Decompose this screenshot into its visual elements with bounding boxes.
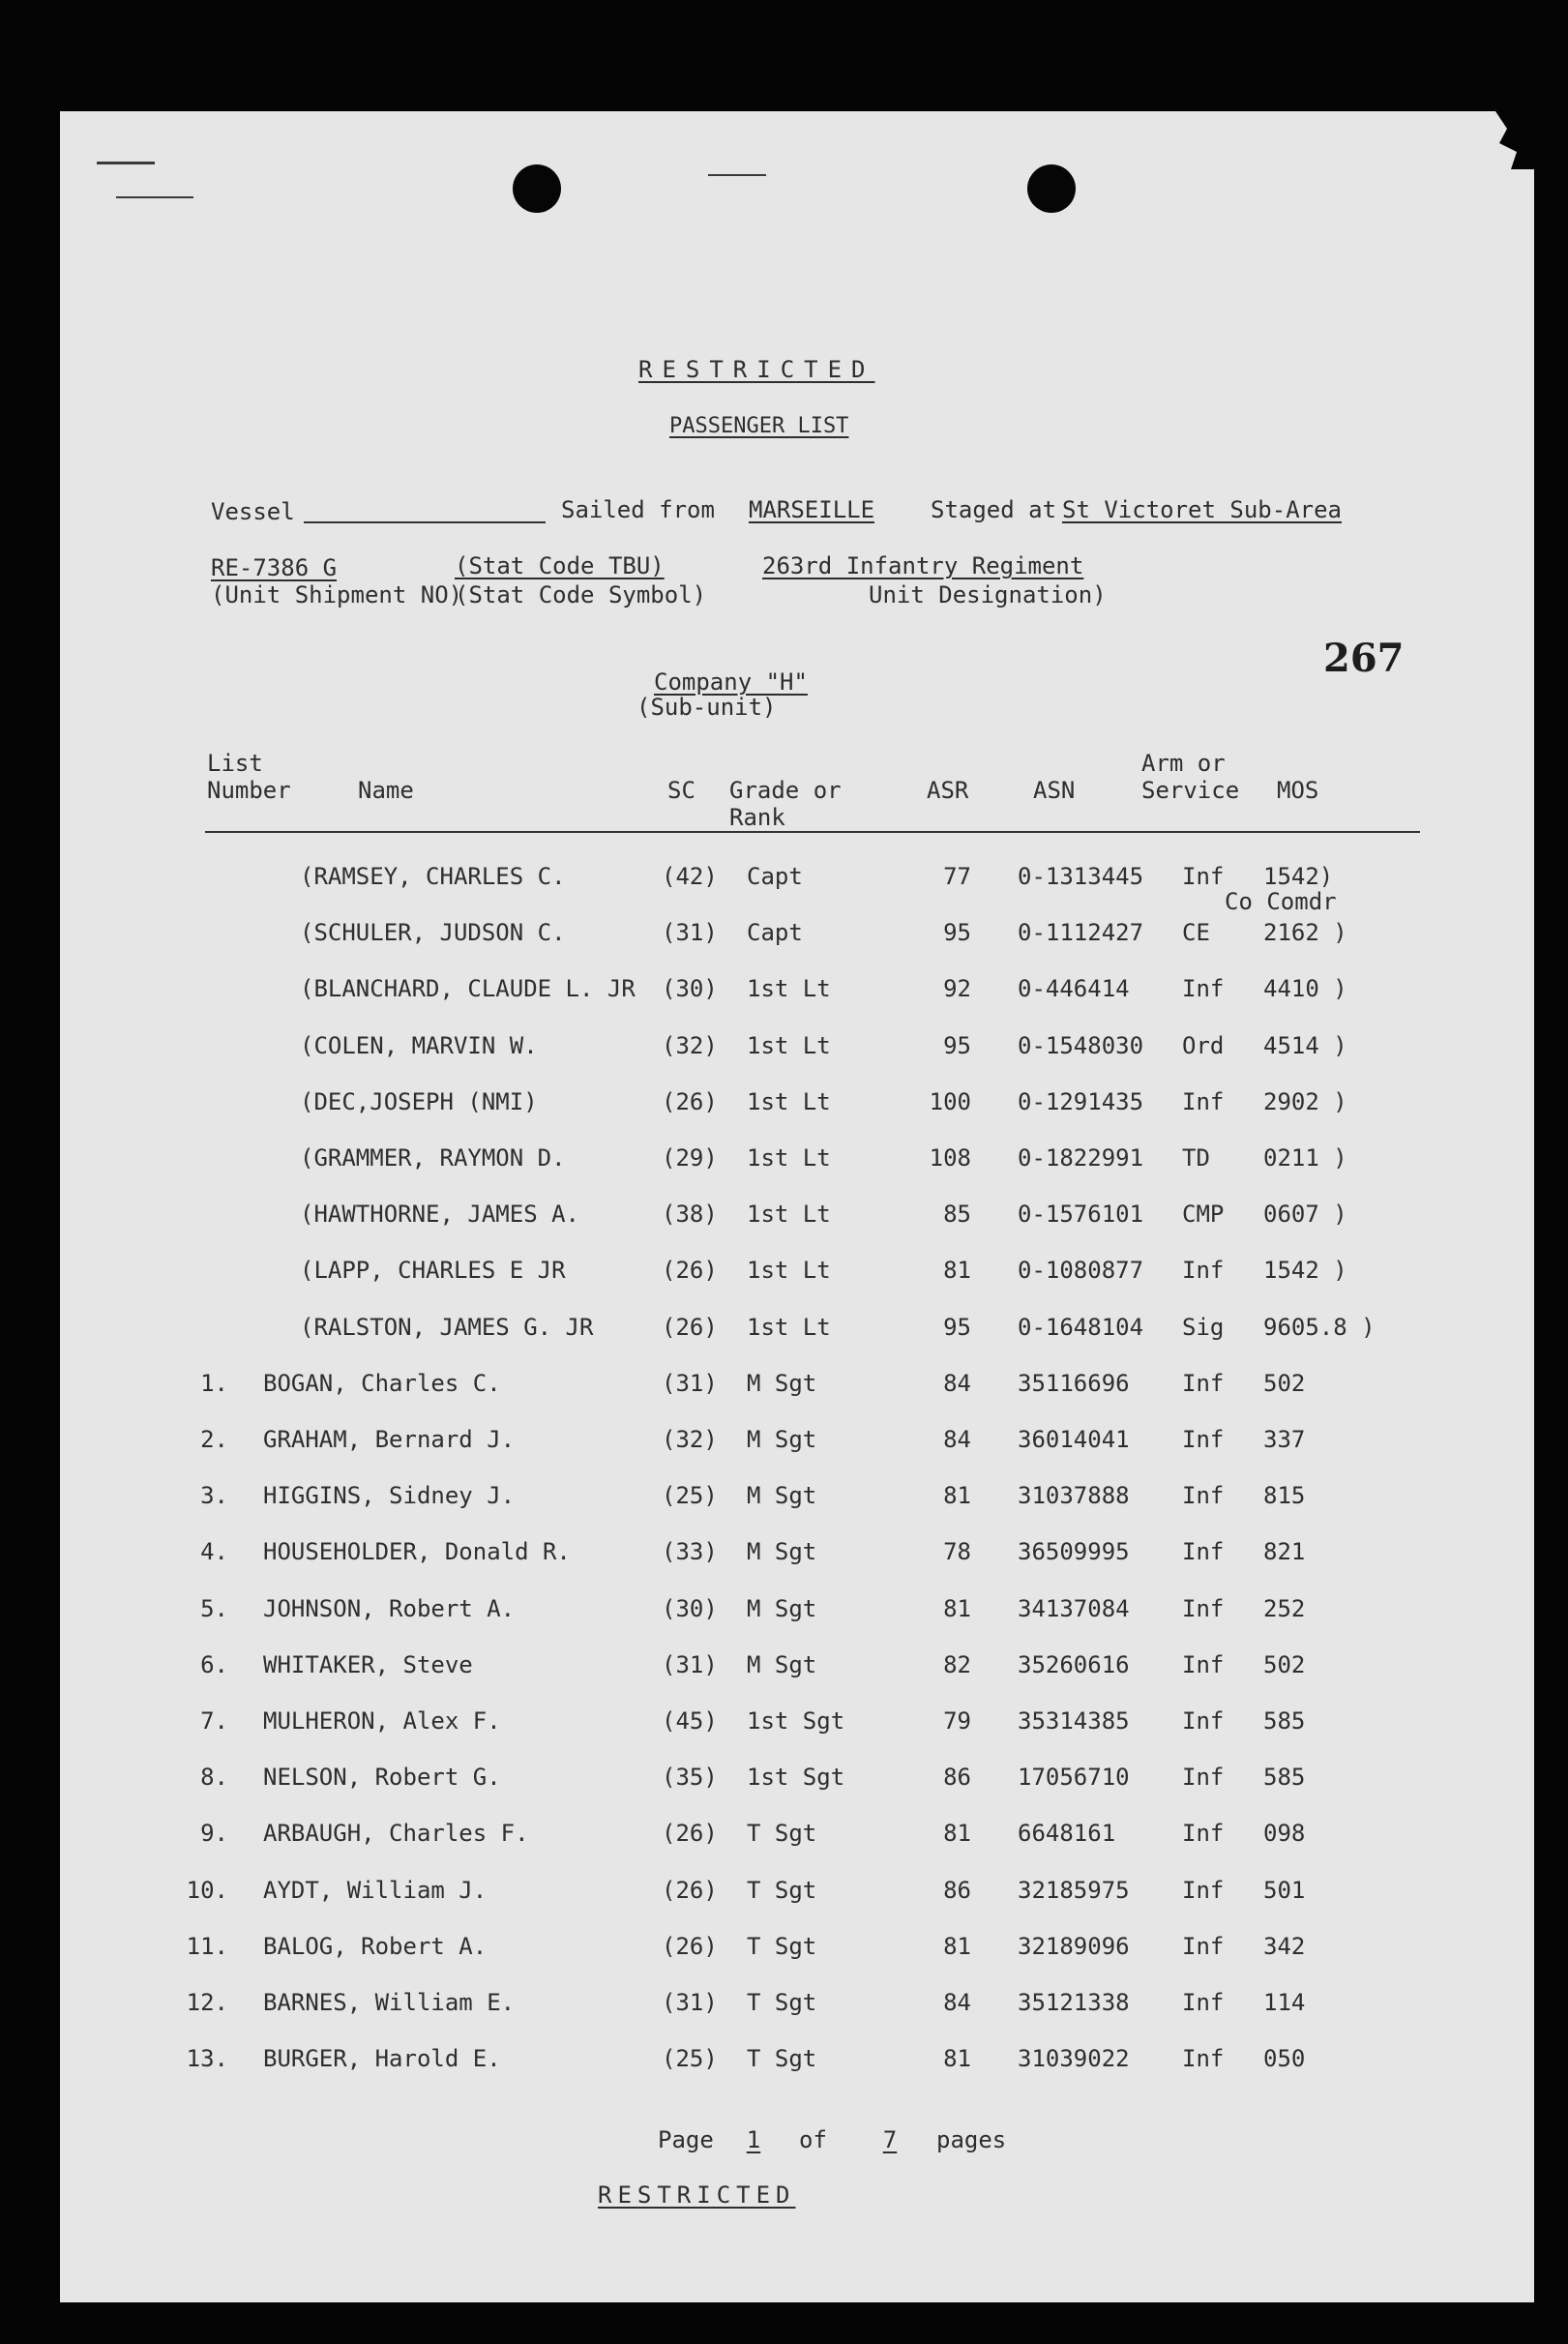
asn-cell: 35260616 <box>1018 1650 1130 1678</box>
table-row <box>60 1763 1534 1819</box>
sc-cell: (45) <box>662 1707 718 1735</box>
name-cell: GRAHAM, Bernard J. <box>263 1426 516 1453</box>
asn-cell: 31039022 <box>1018 2045 1130 2073</box>
name-cell: HIGGINS, Sidney J. <box>263 1482 516 1510</box>
sc-cell: (31) <box>662 919 718 947</box>
name-cell: BALOG, Robert A. <box>263 1932 488 1960</box>
grade-cell: M Sgt <box>747 1594 817 1622</box>
sc-cell: (31) <box>662 1989 718 2016</box>
asr-cell: 81 <box>943 1594 971 1622</box>
mos-cell: 2902 ) <box>1263 1087 1347 1115</box>
stat-code-caption: (Stat Code Symbol) <box>455 581 707 608</box>
arm-service-cell: Inf <box>1182 1482 1225 1510</box>
table-row <box>60 1087 1534 1143</box>
arm-service-cell: CMP <box>1182 1201 1225 1229</box>
name-cell: BURGER, Harold E. <box>263 2045 501 2073</box>
grade-cell: Capt <box>747 919 803 947</box>
header-rule <box>205 831 1420 833</box>
asn-cell: 0-1112427 <box>1018 919 1144 947</box>
arm-service-cell: Inf <box>1182 1876 1225 1904</box>
arm-service-cell: Inf <box>1182 1932 1225 1960</box>
grade-cell: T Sgt <box>747 1932 817 1960</box>
asr-cell: 86 <box>943 1764 971 1792</box>
asn-cell: 17056710 <box>1018 1764 1130 1792</box>
shipment-caption: (Unit Shipment NO) <box>211 581 463 608</box>
arm-service-cell: Inf <box>1182 1650 1225 1678</box>
sailed-label: Sailed from <box>561 496 715 523</box>
mos-cell: 098 <box>1263 1820 1306 1848</box>
asr-cell: 79 <box>943 1707 971 1735</box>
staged-label: Staged at <box>931 496 1057 523</box>
mos-cell: 821 <box>1263 1538 1306 1566</box>
asn-cell: 0-1648104 <box>1018 1313 1144 1341</box>
mos-cell: 0607 ) <box>1263 1201 1347 1229</box>
grade-cell: T Sgt <box>747 2045 817 2073</box>
list-number-cell: 7. <box>200 1707 228 1735</box>
asr-cell: 81 <box>943 1932 971 1960</box>
page-current: 1 <box>746 2126 761 2153</box>
arm-service-cell: Inf <box>1182 1989 1225 2016</box>
table-row <box>60 974 1534 1030</box>
asr-cell: 84 <box>943 1369 971 1397</box>
table-row <box>60 1200 1534 1256</box>
name-cell: WHITAKER, Steve <box>263 1650 473 1678</box>
sc-cell: (30) <box>662 1594 718 1622</box>
asr-cell: 78 <box>943 1538 971 1566</box>
restricted-heading: RESTRICTED <box>638 356 875 383</box>
arm-service-cell: Inf <box>1182 2045 1225 2073</box>
arm-service-cell: Inf <box>1182 1707 1225 1735</box>
asr-cell: 77 <box>943 863 971 890</box>
asn-cell: 0-1548030 <box>1018 1031 1144 1059</box>
list-number-cell: 9. <box>200 1820 228 1848</box>
asn-cell: 35121338 <box>1018 1989 1130 2016</box>
asn-cell: 35314385 <box>1018 1707 1130 1735</box>
table-row <box>60 1256 1534 1312</box>
sc-cell: (26) <box>662 1932 718 1960</box>
subunit-value: Company "H" <box>654 668 808 696</box>
unit-shipment-number: RE-7386 G <box>211 554 338 581</box>
col-arm-service: Service <box>1141 777 1240 804</box>
sailed-from-value: MARSEILLE <box>749 496 875 523</box>
asn-cell: 0-1313445 <box>1018 863 1144 890</box>
sheet-number: 267 <box>1323 636 1405 681</box>
grade-cell: Capt <box>747 863 803 890</box>
name-cell: BARNES, William E. <box>263 1989 516 2016</box>
list-number-cell: 13. <box>186 2045 228 2073</box>
sc-cell: (30) <box>662 975 718 1003</box>
asn-cell: 0-1291435 <box>1018 1087 1144 1115</box>
sc-cell: (29) <box>662 1144 718 1172</box>
arm-service-cell: Inf <box>1182 1764 1225 1792</box>
mos-cell: 252 <box>1263 1594 1306 1622</box>
sc-cell: (32) <box>662 1031 718 1059</box>
table-row <box>60 2044 1534 2100</box>
grade-cell: M Sgt <box>747 1538 817 1566</box>
grade-cell: 1st Sgt <box>747 1764 845 1792</box>
name-cell: (LAPP, CHARLES E JR <box>300 1257 566 1285</box>
mos-cell: 2162 ) <box>1263 919 1347 947</box>
margin-mark <box>708 174 766 176</box>
mos-cell: 342 <box>1263 1932 1306 1960</box>
arm-service-cell: Inf <box>1182 1594 1225 1622</box>
asn-cell: 32189096 <box>1018 1932 1130 1960</box>
vessel-blank <box>304 521 546 523</box>
asr-cell: 81 <box>943 2045 971 2073</box>
list-number-cell: 12. <box>186 1989 228 2016</box>
grade-cell: M Sgt <box>747 1369 817 1397</box>
asr-cell: 81 <box>943 1820 971 1848</box>
table-row <box>60 1369 1534 1425</box>
mos-cell: 585 <box>1263 1764 1306 1792</box>
staged-at-value: St Victoret Sub-Area <box>1062 496 1342 523</box>
arm-service-cell: Inf <box>1182 1426 1225 1453</box>
mos-cell: 114 <box>1263 1989 1306 2016</box>
name-cell: (RALSTON, JAMES G. JR <box>300 1313 594 1341</box>
name-cell: (HAWTHORNE, JAMES A. <box>300 1201 579 1229</box>
sc-cell: (26) <box>662 1313 718 1341</box>
document-sheet <box>60 111 1534 2302</box>
table-row <box>60 1594 1534 1650</box>
asr-cell: 85 <box>943 1201 971 1229</box>
arm-service-cell: TD <box>1182 1144 1210 1172</box>
list-number-cell: 10. <box>186 1876 228 1904</box>
arm-service-cell: Inf <box>1182 1087 1225 1115</box>
table-row <box>60 862 1534 918</box>
mos-cell: 4410 ) <box>1263 975 1347 1003</box>
page-total: 7 <box>882 2126 898 2153</box>
grade-cell: 1st Lt <box>747 1313 831 1341</box>
list-number-cell: 5. <box>200 1594 228 1622</box>
name-cell: JOHNSON, Robert A. <box>263 1594 516 1622</box>
name-cell: (GRAMMER, RAYMON D. <box>300 1144 566 1172</box>
asn-cell: 0-1822991 <box>1018 1144 1144 1172</box>
sc-cell: (31) <box>662 1369 718 1397</box>
unit-caption: Unit Designation) <box>869 581 1107 608</box>
asr-cell: 95 <box>943 1313 971 1341</box>
table-row <box>60 1932 1534 1988</box>
col-asr: ASR <box>927 777 969 804</box>
grade-cell: M Sgt <box>747 1426 817 1453</box>
asr-cell: 95 <box>943 919 971 947</box>
margin-mark <box>97 162 155 164</box>
mos-cell: 9605.8 ) <box>1263 1313 1376 1341</box>
name-cell: BOGAN, Charles C. <box>263 1369 501 1397</box>
list-number-cell: 8. <box>200 1764 228 1792</box>
mos-cell: 585 <box>1263 1707 1306 1735</box>
of-label: of <box>799 2126 827 2153</box>
table-row <box>60 918 1534 974</box>
punch-hole-left <box>513 164 561 213</box>
table-row <box>60 1481 1534 1537</box>
name-cell: (DEC,JOSEPH (NMI) <box>300 1087 538 1115</box>
name-cell: NELSON, Robert G. <box>263 1764 501 1792</box>
mos-cell: 1542 ) <box>1263 1257 1347 1285</box>
mos-cell: 0211 ) <box>1263 1144 1347 1172</box>
vessel-label: Vessel <box>211 498 295 525</box>
col-grade: Rank <box>729 804 785 831</box>
mos-cell: 337 <box>1263 1426 1306 1453</box>
grade-cell: 1st Lt <box>747 1201 831 1229</box>
sc-cell: (25) <box>662 1482 718 1510</box>
name-cell: (BLANCHARD, CLAUDE L. JR <box>300 975 636 1003</box>
mos-cell: 502 <box>1263 1650 1306 1678</box>
grade-cell: 1st Lt <box>747 1031 831 1059</box>
grade-cell: T Sgt <box>747 1820 817 1848</box>
asr-cell: 100 <box>929 1087 971 1115</box>
sc-cell: (26) <box>662 1876 718 1904</box>
page-label: Page <box>658 2126 714 2153</box>
arm-service-cell: Ord <box>1182 1031 1225 1059</box>
asn-cell: 31037888 <box>1018 1482 1130 1510</box>
asn-cell: 0-1576101 <box>1018 1201 1144 1229</box>
table-row <box>60 1819 1534 1875</box>
asn-cell: 35116696 <box>1018 1369 1130 1397</box>
mos-cell: 4514 ) <box>1263 1031 1347 1059</box>
table-row <box>60 1537 1534 1593</box>
mos-cell: 815 <box>1263 1482 1306 1510</box>
sc-cell: (33) <box>662 1538 718 1566</box>
passenger-list-title: PASSENGER LIST <box>669 414 849 438</box>
list-number-cell: 2. <box>200 1426 228 1453</box>
sc-cell: (26) <box>662 1820 718 1848</box>
sc-cell: (26) <box>662 1257 718 1285</box>
mos-cell: 501 <box>1263 1876 1306 1904</box>
grade-cell: M Sgt <box>747 1482 817 1510</box>
arm-service-cell: Inf <box>1182 1820 1225 1848</box>
asr-cell: 81 <box>943 1257 971 1285</box>
unit-designation: 263rd Infantry Regiment <box>762 552 1084 579</box>
asr-cell: 108 <box>929 1144 971 1172</box>
name-cell: (RAMSEY, CHARLES C. <box>300 863 566 890</box>
list-number-cell: 11. <box>186 1932 228 1960</box>
table-row <box>60 1876 1534 1932</box>
asr-cell: 86 <box>943 1876 971 1904</box>
asn-cell: 0-446414 <box>1018 975 1130 1003</box>
subunit-caption: (Sub-unit) <box>636 694 777 721</box>
asn-cell: 34137084 <box>1018 1594 1130 1622</box>
col-sc: SC <box>667 777 695 804</box>
grade-cell: T Sgt <box>747 1876 817 1904</box>
asn-cell: 0-1080877 <box>1018 1257 1144 1285</box>
arm-service-cell: Inf <box>1182 975 1225 1003</box>
name-cell: ARBAUGH, Charles F. <box>263 1820 529 1848</box>
asr-cell: 95 <box>943 1031 971 1059</box>
asr-cell: 84 <box>943 1989 971 2016</box>
table-row <box>60 1313 1534 1369</box>
grade-cell: 1st Lt <box>747 1144 831 1172</box>
list-number-cell: 6. <box>200 1650 228 1678</box>
name-cell: (COLEN, MARVIN W. <box>300 1031 538 1059</box>
arm-service-cell: Inf <box>1182 1369 1225 1397</box>
sc-cell: (35) <box>662 1764 718 1792</box>
stat-code: (Stat Code TBU) <box>455 552 665 579</box>
torn-corner <box>1495 111 1534 169</box>
table-row <box>60 1988 1534 2044</box>
pages-label: pages <box>936 2126 1007 2153</box>
arm-service-cell: Inf <box>1182 1538 1225 1566</box>
arm-service-cell: CE <box>1182 919 1210 947</box>
asr-cell: 81 <box>943 1482 971 1510</box>
mos-cell: 502 <box>1263 1369 1306 1397</box>
asn-cell: 36014041 <box>1018 1426 1130 1453</box>
grade-cell: 1st Sgt <box>747 1707 845 1735</box>
sc-cell: (32) <box>662 1426 718 1453</box>
col-arm-service: Arm or <box>1141 750 1226 777</box>
table-row <box>60 1706 1534 1763</box>
sc-cell: (25) <box>662 2045 718 2073</box>
name-cell: (SCHULER, JUDSON C. <box>300 919 566 947</box>
row-note: Co Comdr <box>1225 888 1337 915</box>
table-row <box>60 1143 1534 1200</box>
name-cell: AYDT, William J. <box>263 1876 488 1904</box>
name-cell: HOUSEHOLDER, Donald R. <box>263 1538 571 1566</box>
mos-cell: 1542) <box>1263 863 1334 890</box>
col-list-number: List <box>207 750 263 777</box>
grade-cell: 1st Lt <box>747 1257 831 1285</box>
col-grade: Grade or <box>729 777 842 804</box>
grade-cell: 1st Lt <box>747 975 831 1003</box>
arm-service-cell: Inf <box>1182 863 1225 890</box>
name-cell: MULHERON, Alex F. <box>263 1707 501 1735</box>
list-number-cell: 4. <box>200 1538 228 1566</box>
punch-hole-right <box>1027 164 1076 213</box>
asr-cell: 84 <box>943 1426 971 1453</box>
col-name: Name <box>358 777 414 804</box>
grade-cell: T Sgt <box>747 1989 817 2016</box>
asr-cell: 92 <box>943 975 971 1003</box>
col-mos: MOS <box>1277 777 1319 804</box>
grade-cell: M Sgt <box>747 1650 817 1678</box>
table-row <box>60 1031 1534 1087</box>
asn-cell: 36509995 <box>1018 1538 1130 1566</box>
margin-mark <box>116 196 193 198</box>
sc-cell: (38) <box>662 1201 718 1229</box>
sc-cell: (31) <box>662 1650 718 1678</box>
sc-cell: (26) <box>662 1087 718 1115</box>
mos-cell: 050 <box>1263 2045 1306 2073</box>
col-asn: ASN <box>1033 777 1076 804</box>
col-list-number: Number <box>207 777 291 804</box>
grade-cell: 1st Lt <box>747 1087 831 1115</box>
table-row <box>60 1650 1534 1706</box>
list-number-cell: 1. <box>200 1369 228 1397</box>
arm-service-cell: Sig <box>1182 1313 1225 1341</box>
asn-cell: 32185975 <box>1018 1876 1130 1904</box>
arm-service-cell: Inf <box>1182 1257 1225 1285</box>
table-row <box>60 1425 1534 1481</box>
list-number-cell: 3. <box>200 1482 228 1510</box>
sc-cell: (42) <box>662 863 718 890</box>
restricted-footer: RESTRICTED <box>598 2181 796 2209</box>
asr-cell: 82 <box>943 1650 971 1678</box>
asn-cell: 6648161 <box>1018 1820 1116 1848</box>
